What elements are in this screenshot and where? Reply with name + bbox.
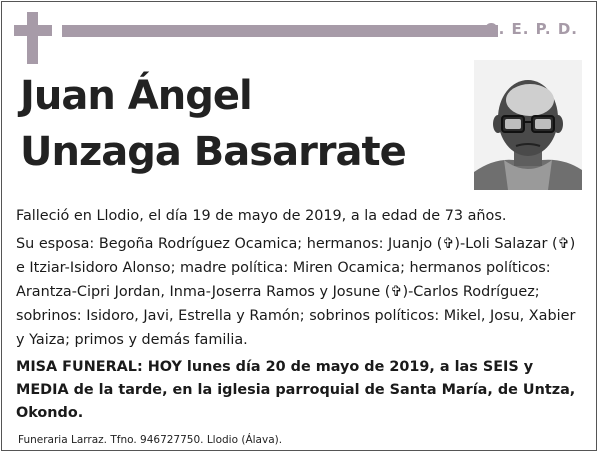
portrait-photo bbox=[474, 60, 582, 190]
portrait-icon bbox=[474, 60, 582, 190]
death-notice: Falleció en Llodio, el día 19 de mayo de 2019, a la edad de 73 años. bbox=[16, 208, 507, 224]
deceased-name bbox=[20, 68, 460, 180]
funeral-mass: MISA FUNERAL: HOY lunes día 20 de mayo de 2019, a las SEIS y MEDIA de la tarde, en la iglesia parroquial de Santa María, de Untza, Okondo. bbox=[16, 359, 576, 421]
cross-icon bbox=[14, 12, 52, 64]
obituary-card bbox=[1, 1, 597, 451]
header-bar bbox=[62, 25, 498, 37]
funeral-home-info: Funeraria Larraz. Tfno. 946727750. Llodio (Álava). bbox=[18, 434, 283, 446]
name-line-2: Unzaga Basarrate bbox=[20, 129, 406, 175]
family-list: Su esposa: Begoña Rodríguez Ocamica; hermanos: Juanjo (✞)-Loli Salazar (✞) e Itziar-Isidoro Alonso; madre política: Miren Ocamica; hermanos políticos: Arantza-Cipri Jordan, Inma-Joserra Ramos y Josune (✞)-Carlos Rodríguez; sobrinos: Isidoro, Javi, Estrella y Ramón; sobrinos políticos: Mikel, Josu, Xabier y Yaiza; primos y demás familia. bbox=[16, 236, 576, 348]
obituary-body bbox=[16, 204, 588, 425]
qepd-label: Q. E. P. D. bbox=[484, 20, 578, 38]
name-line-1: Juan Ángel bbox=[20, 73, 252, 119]
